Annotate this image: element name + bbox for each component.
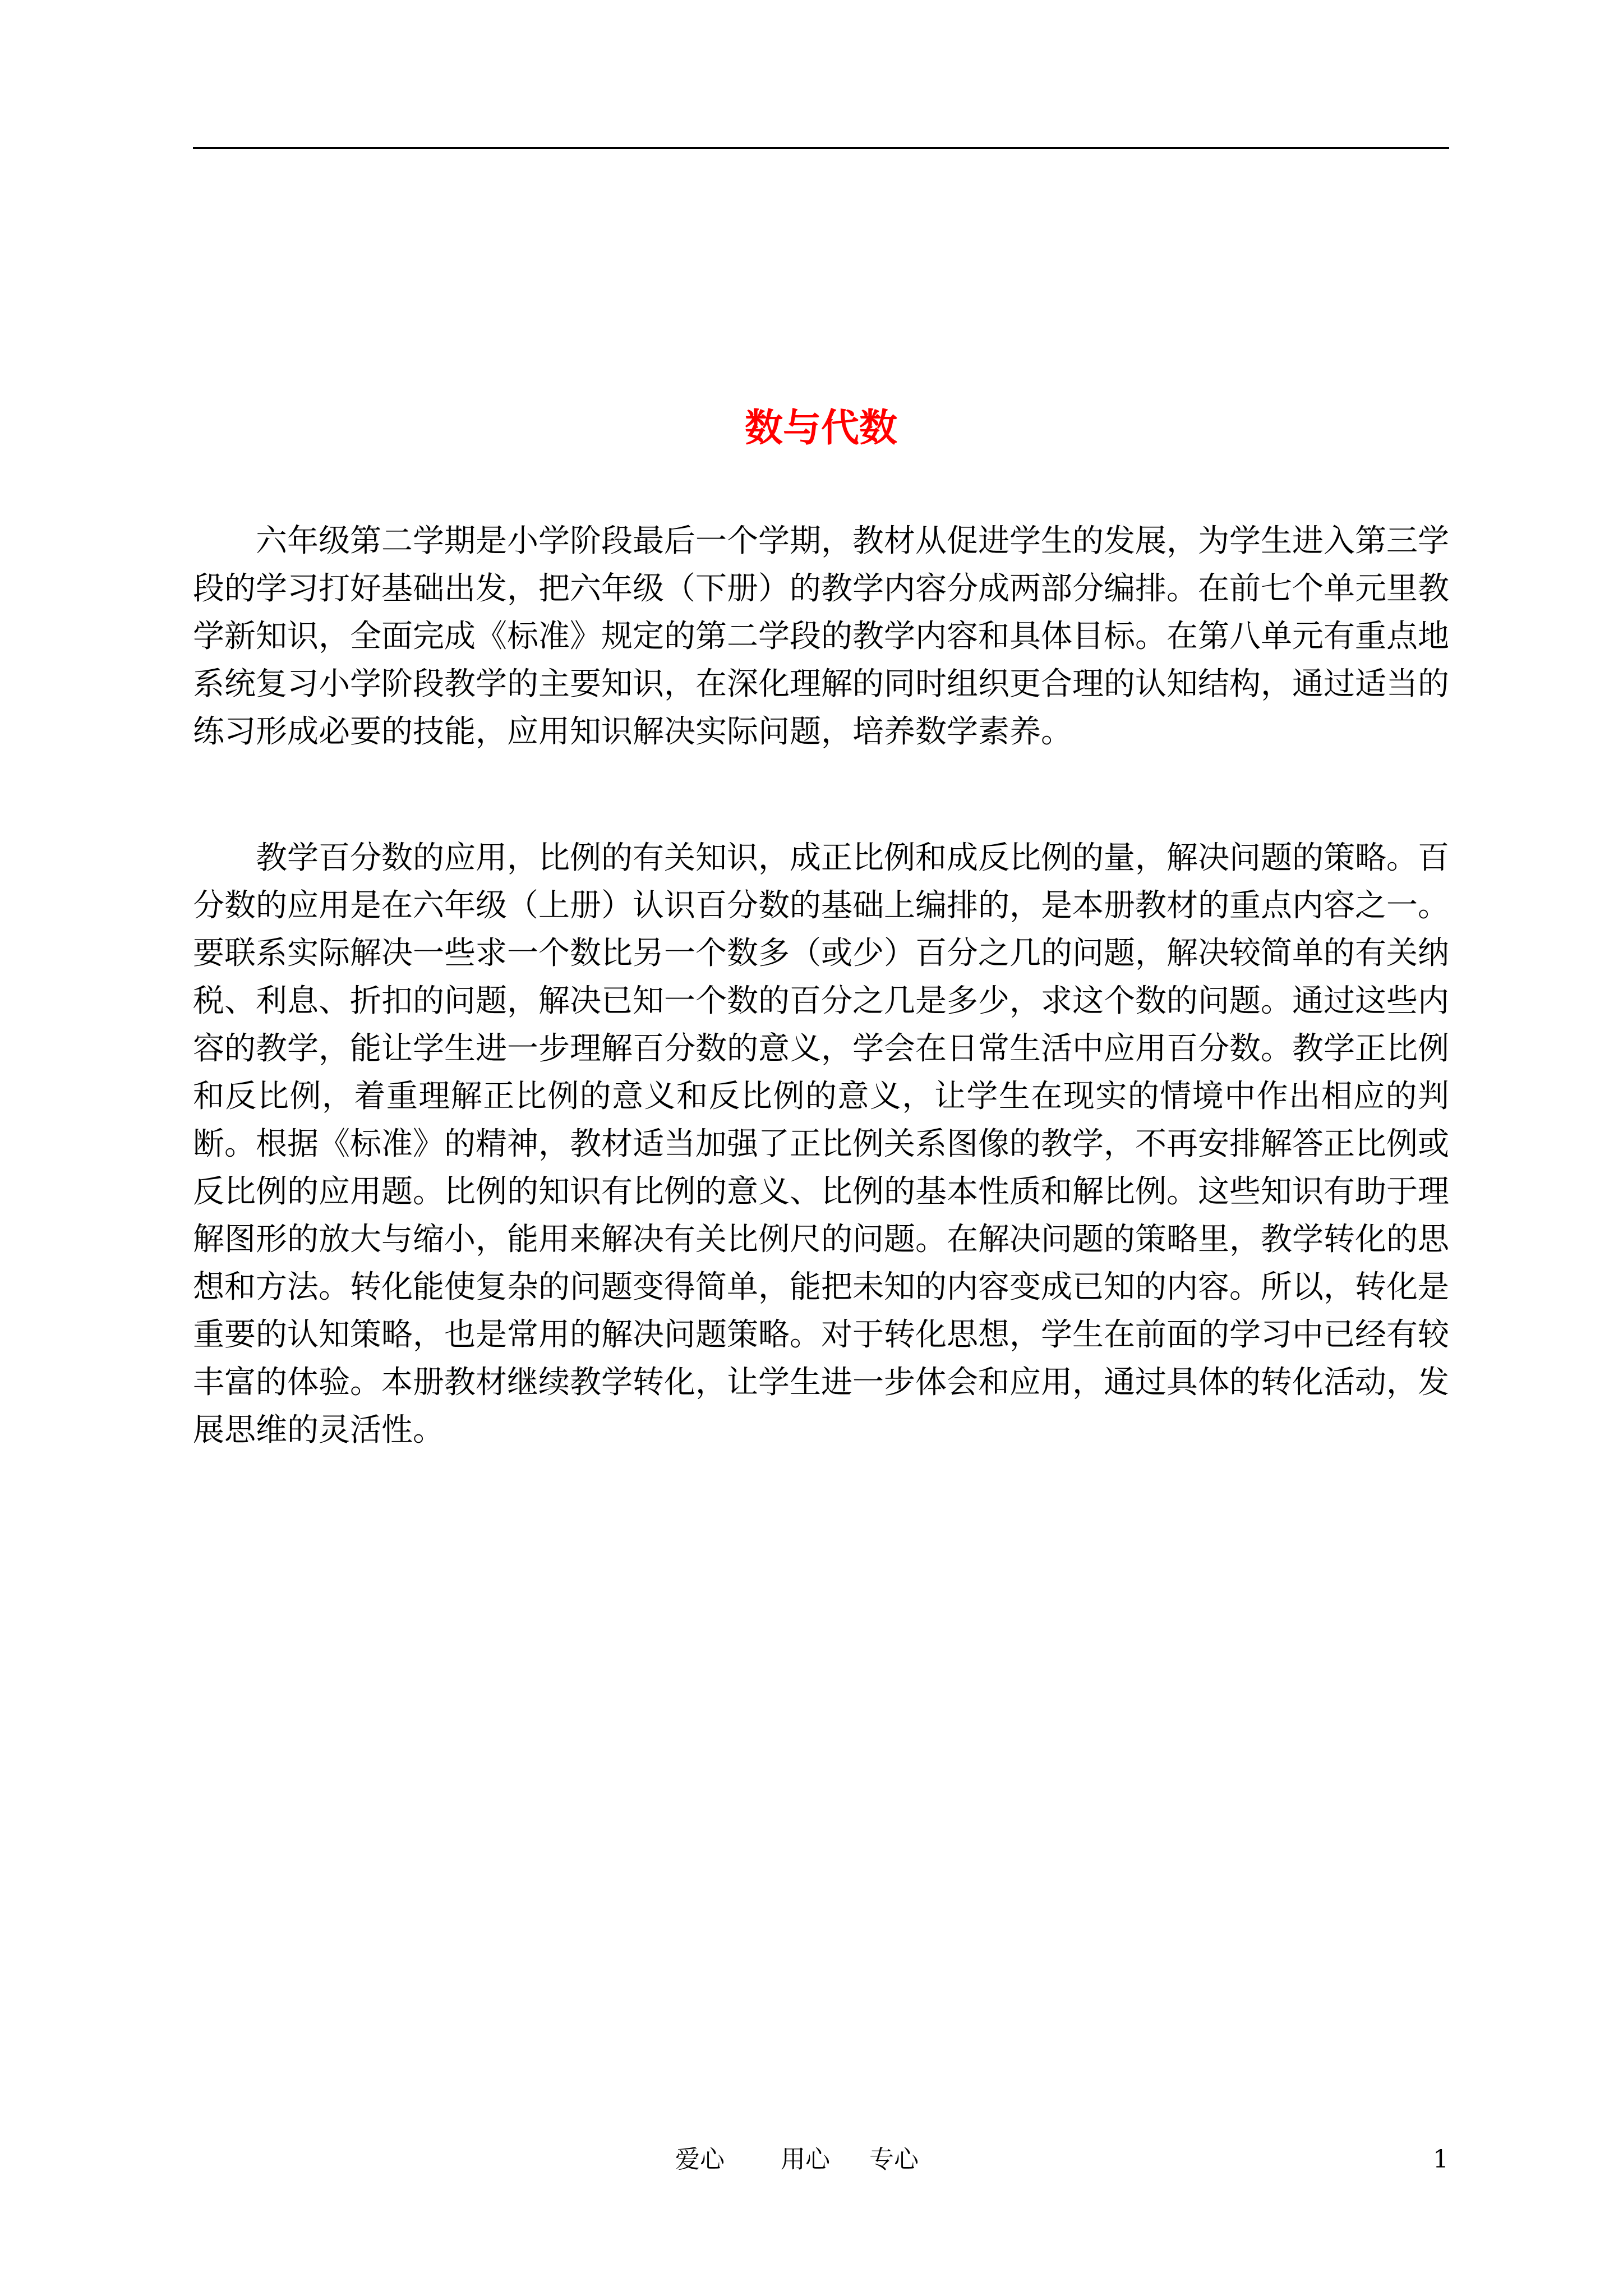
document-title: 数与代数 xyxy=(744,406,897,450)
footer-motto-item: 专心 xyxy=(869,2145,919,2174)
body-paragraph-1: 六年级第二学期是小学阶段最后一个学期，教材从促进学生的发展，为学生进入第三学段的学习打好基础出发，把六年级（下册）的教学内容分成两部分编排。在前七个单元里教学新知识，全面完成《标准》规定的第二学段的教学内容和具体目标。在第八单元有重点地系统复习小学阶段教学的主要知识，在深化理解的同时组织更合理的认知结构，通过适当的练习形成必要的技能，应用知识解决实际问题，培养数学素养。 xyxy=(193,523,1449,750)
footer-motto xyxy=(675,2143,919,2177)
body-paragraph-2: 教学百分数的应用，比例的有关知识，成正比例和成反比例的量，解决问题的策略。百分数的应用是在六年级（上册）认识百分数的基础上编排的，是本册教材的重点内容之一。要联系实际解决一些求一个数比另一个数多（或少）百分之几的问题，解决较简单的有关纳税、利息、折扣的问题，解决已知一个数的百分之几是多少，求这个数的问题。通过这些内容的教学，能让学生进一步理解百分数的意义，学会在日常生活中应用百分数。教学正比例和反比例，着重理解正比例的意义和反比例的意义，让学生在现实的情境中作出相应的判断。根据《标准》的精神，教材适当加强了正比例关系图像的教学，不再安排解答正比例或反比例的应用题。比例的知识有比例的意义、比例的基本性质和解比例。这些知识有助于理解图形的放大与缩小，能用来解决有关比例尺的问题。在解决问题的策略里，教学转化的思想和方法。转化能使复杂的问题变得简单，能把未知的内容变成已知的内容。所以，转化是重要的认知策略，也是常用的解决问题策略。对于转化思想，学生在前面的学习中已经有较丰富的体验。本册教材继续教学转化，让学生进一步体会和应用，通过具体的转化活动，发展思维的灵活性。 xyxy=(193,840,1449,1448)
footer-motto-item: 爱心 xyxy=(675,2145,725,2174)
header-rule xyxy=(193,147,1449,149)
page-number: 1 xyxy=(1433,2145,1449,2174)
footer-motto-item: 用心 xyxy=(781,2145,830,2174)
page-footer xyxy=(0,2143,1623,2177)
